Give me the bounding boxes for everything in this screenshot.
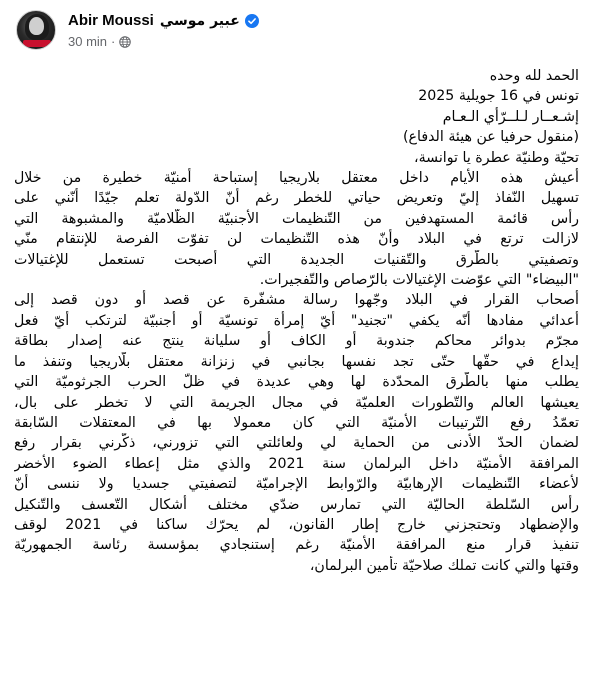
post-line: رأس السّلطة الحاليّة التي تمارس ضدّي مختلف أشكال التّعسف والتّنكيل (14, 496, 579, 513)
post-line: لضمان الحدّ الأدنى من الحماية لي ولعائلتي التي تزورني، ذكّرني بقرار رفع (14, 435, 579, 452)
post-meta (68, 34, 131, 49)
post-line: رأس قائمة المستهدفين من التّنظيمات الأجنبيّة الظّلاميّة والمشبوهة التي (14, 210, 579, 227)
post-header (16, 10, 576, 66)
avatar-face-shape (29, 17, 44, 35)
post-line: إيداع في حقّها حتّى تجد نفسها بجانبي في زنزانة معتقل بلّاريجيا وتنفذ ما (14, 353, 579, 370)
post-line: "البيضاء" التي عوّضت الإغتيالات بالرّصاص والتّفجيرات. (259, 272, 579, 289)
post-line: أصحاب القرار في البلاد وجّهوا رسالة مشفّرة عن قصد أو دون قصد إلى (14, 292, 579, 309)
author-name-arabic[interactable]: عبير موسي (159, 12, 240, 29)
post-line: أعدائي مفادها أنّه يكفي "تجنيد" أيّ إمرأة تونسيّة أو أجنبيّة لترتكب أيّ فعل (14, 312, 579, 329)
post-line: لازالت ترتع في البلاد وأنّ هذه التّنظيمات لن تفوّت الفرصة للإنتقام منّي (14, 231, 579, 248)
globe-icon[interactable] (119, 36, 131, 48)
post-line: تعمّدُ رفع التّرتيبات الأمنيّة التي كان معمولا بها في المعتقلات السّابقة (14, 414, 579, 431)
post-line-source: (منقول حرفيا عن هيئة الدفاع) (403, 129, 579, 146)
post-line: تسهيل النّفاذ إليّ وتعريض حياتي للخطر رغم أنّ الدّولة تعلم جيّدًا أنّني على (14, 190, 579, 207)
verified-badge-icon (245, 14, 259, 28)
post-line: وتصفيتي بالطّرق والتّقنيات الجديدة التي أصبحت تستعمل للإغتيالات (14, 251, 579, 268)
post-body-text (14, 66, 579, 576)
avatar-flag-shape (23, 40, 51, 47)
post-timestamp[interactable]: 30 min (68, 34, 108, 49)
meta-separator: · (111, 34, 116, 49)
post-line: يعيشها العالم والتّطورات العلميّة في مجال الجريمة التي لا تخطر على بال، (14, 394, 579, 411)
post-line-greeting: تحيّة وطنيّة عطرة يا توانسة، (414, 149, 579, 166)
post-line: وقتها والتي كانت تملك صلاحيّة تأمين البرلمان، (309, 557, 579, 574)
post-line-notice-title: إشـعــار لـلــرّأي الـعـام (442, 108, 579, 125)
post-line: والإضطهاد وتحتجزني خارج إطار القانون، لم يحرّك ساكنا في 2021 لوقف (14, 516, 579, 533)
post-line: المرافقة الأمنيّة داخل البرلمان سنة 2021 والذي مثل إعطاء الضوء الأخضر (14, 455, 579, 472)
author-name[interactable]: Abir Moussi (68, 12, 154, 29)
post-line-praise: الحمد لله وحده (489, 68, 579, 84)
post-line: أعيش هذه الأيام داخل معتقل بلاريجيا إستباحة أمنيّة خطيرة من خلال (14, 170, 579, 187)
post-line: مجرّم بدوائر محاكم جندوبة أو الكاف أو سليانة ينتج عنه إصدار بطاقة (14, 333, 579, 350)
author-name-row (68, 12, 259, 29)
post-line: يطلب منها بالطّرق المحدّدة لها وهي عديدة في ظلّ الحرب الجرثوميّة التي (14, 374, 579, 391)
post-line: لأعضاء التّنظيمات الإرهابيّة والرّوابط الإجراميّة لتصفيتي جسديا ولا ننسى أنّ (14, 476, 579, 493)
post-line-date: تونس في 16 جويلية 2025 (418, 88, 579, 105)
post-line: تنفيذ قرار منع المرافقة الأمنيّة رغم إستنجادي بمؤسسة رئاسة الجمهوريّة (14, 537, 579, 554)
author-avatar[interactable] (16, 10, 56, 50)
